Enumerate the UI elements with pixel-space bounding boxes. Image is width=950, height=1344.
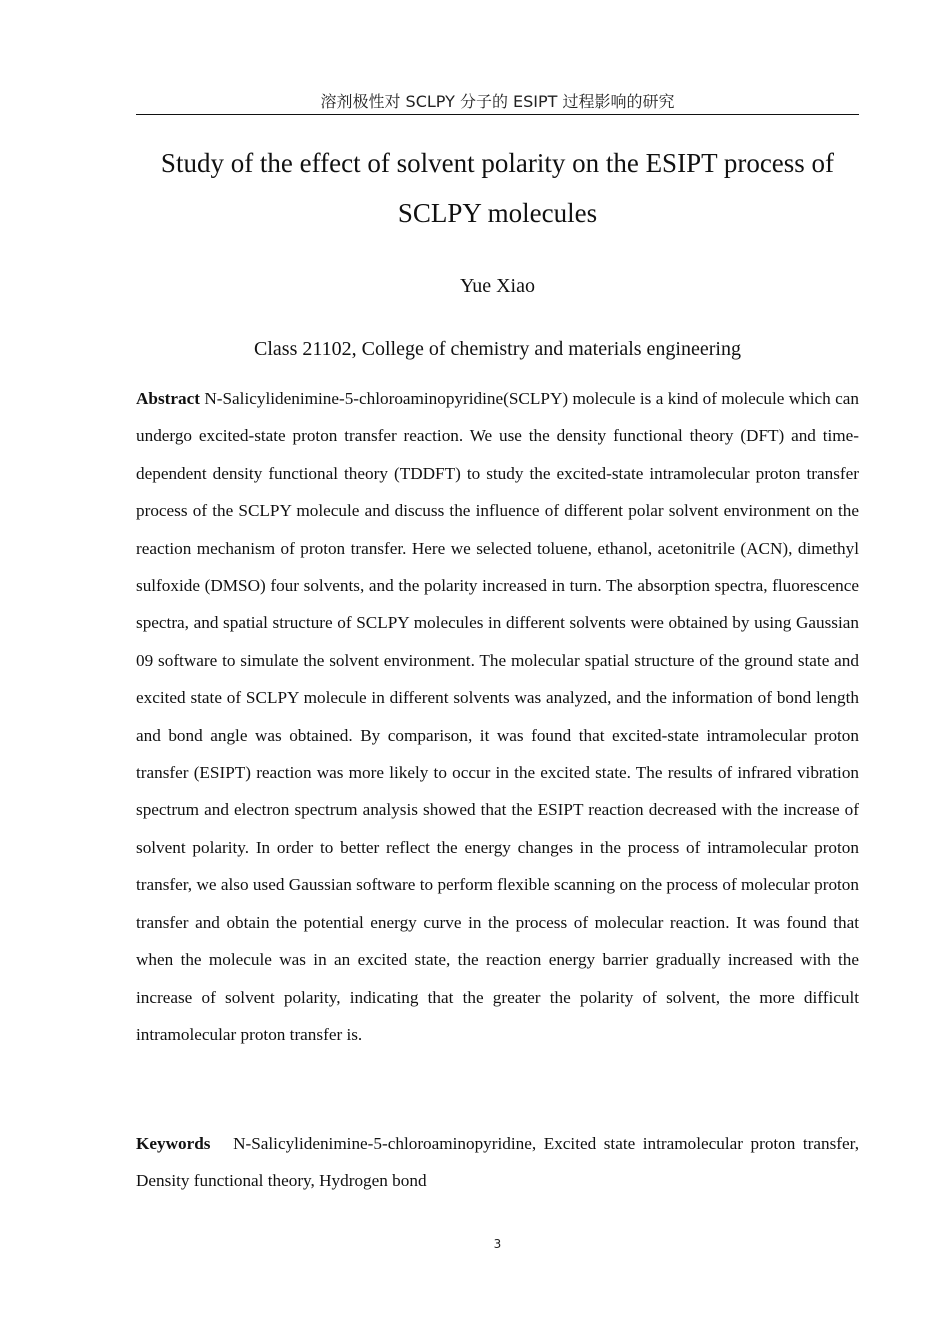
running-header: 溶剂极性对 SCLPY 分子的 ESIPT 过程影响的研究 <box>320 92 675 111</box>
paper-title: Study of the effect of solvent polarity on the ESIPT process of SCLPY molecules <box>160 148 835 228</box>
abstract-label: Abstract <box>136 389 200 408</box>
author-affiliation: Class 21102, College of chemistry and materials engineering <box>254 338 741 360</box>
keywords-label: Keywords <box>136 1134 211 1153</box>
abstract-paragraph <box>136 380 859 1053</box>
abstract-text: N-Salicylidenimine-5-chloroaminopyridine(SCLPY) molecule is a kind of molecule which can undergo excited-state proton transfer reaction. We use the density functional theory (DFT) and time-dependent density functional theory (TDDFT) to study the excited-state intramolecular proton transfer process of the SCLPY molecule and discuss the influence of different polar solvent environment on the reaction mechanism of proton transfer. Here we selected toluene, ethanol, acetonitrile (ACN), dimethyl sulfoxide (DMSO) four solvents, and the polarity increased in turn. The absorption spectra, fluorescence spectra, and spatial structure of SCLPY molecules in different solvents were obtained by using Gaussian 09 software to simulate the solvent environment. The molecular spatial structure of the ground state and excited state of SCLPY molecule in different solvents was analyzed, and the information of bond length and bond angle was obtained. By comparison, it was found that excited-state intramolecular proton transfer (ESIPT) reaction was more likely to occur in the excited state. The results of infrared vibration spectrum and electron spectrum analysis showed that the ESIPT reaction decreased with the increase of solvent polarity. In order to better reflect the energy changes in the process of intramolecular proton transfer, we also used Gaussian software to perform flexible scanning on the process of molecular proton transfer and obtain the potential energy curve in the process of molecular reaction. It was found that when the molecule was in an excited state, the reaction energy barrier gradually increased with the increase of solvent polarity, indicating that the greater the polarity of solvent, the more difficult intramolecular proton transfer is. <box>136 389 859 1044</box>
keywords-paragraph <box>136 1125 859 1200</box>
header-rule <box>136 114 859 115</box>
author-name: Yue Xiao <box>460 275 535 297</box>
page-number: 3 <box>493 1237 502 1251</box>
keywords-text: N-Salicylidenimine-5-chloroaminopyridine, Excited state intramolecular proton transfer, Density functional theory, Hydrogen bond <box>136 1134 859 1191</box>
